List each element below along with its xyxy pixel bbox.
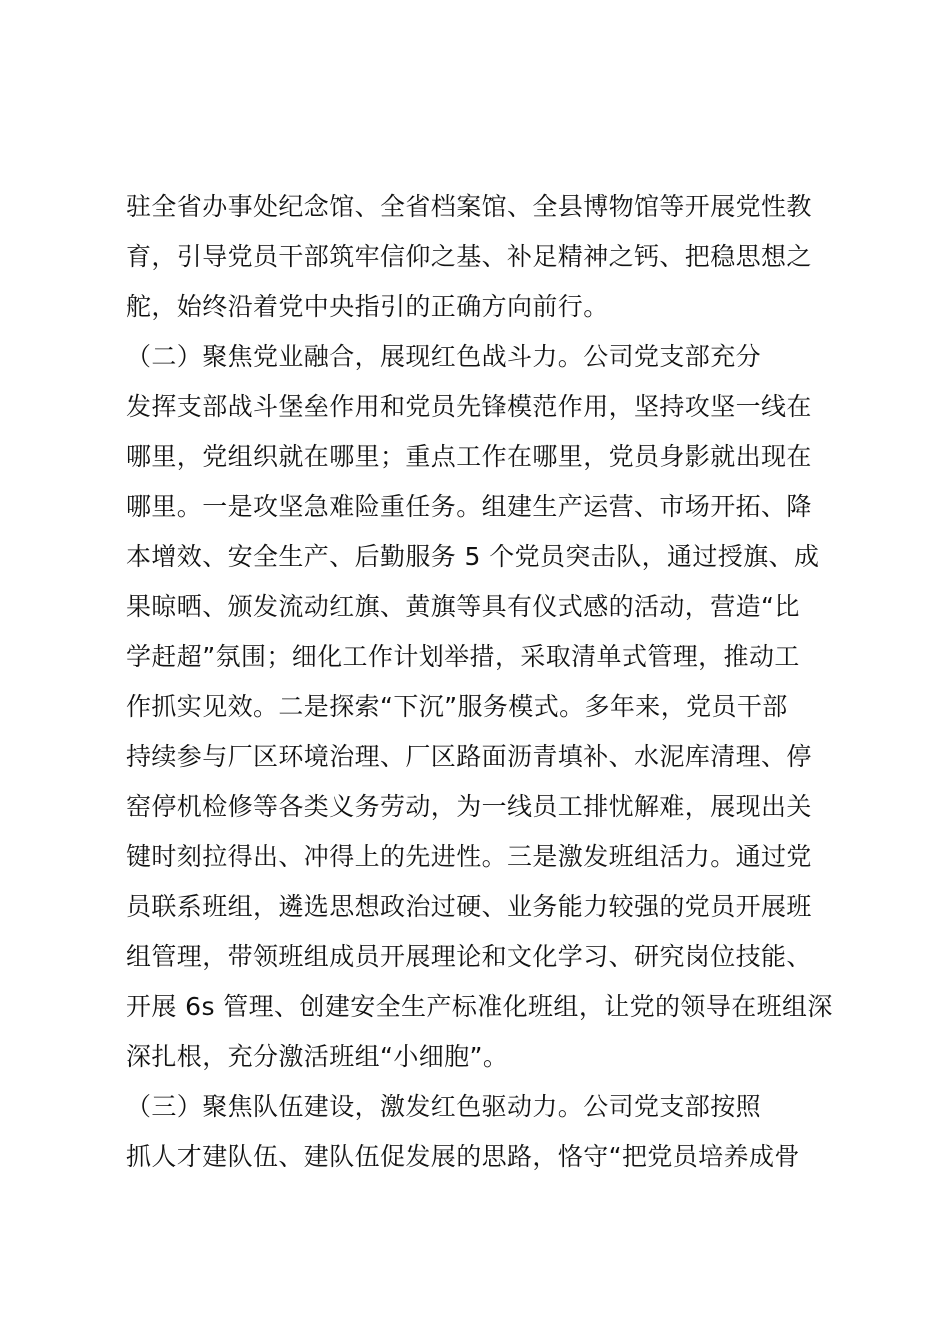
text-line: 键时刻拉得出、冲得上的先进性。三是激发班组活力。通过党	[126, 842, 812, 871]
text-line: 员联系班组，遴选思想政治过硬、业务能力较强的党员开展班	[126, 892, 812, 921]
text-line: 驻全省办事处纪念馆、全省档案馆、全县博物馆等开展党性教	[126, 192, 812, 221]
text-line: 组管理，带领班组成员开展理论和文化学习、研究岗位技能、	[126, 942, 812, 971]
text-line: 学赶超”氛围；细化工作计划举措，采取清单式管理，推动工	[126, 642, 800, 671]
body-text	[126, 182, 836, 1182]
paragraph-heading-line: （三）聚焦队伍建设，激发红色驱动力。公司党支部按照	[126, 1092, 762, 1121]
text-line: 发挥支部战斗堡垒作用和党员先锋模范作用，坚持攻坚一线在	[126, 392, 812, 421]
text-line: 窑停机检修等各类义务劳动，为一线员工排忧解难，展现出关	[126, 792, 812, 821]
text-line: 育，引导党员干部筑牢信仰之基、补足精神之钙、把稳思想之	[126, 242, 812, 271]
text-line: 本增效、安全生产、后勤服务 5 个党员突击队，通过授旗、成	[126, 542, 820, 571]
text-line: 抓人才建队伍、建队伍促发展的思路，恪守“把党员培养成骨	[126, 1142, 800, 1171]
text-line: 果晾晒、颁发流动红旗、黄旗等具有仪式感的活动，营造“比	[126, 592, 800, 621]
text-line: 开展 6s 管理、创建安全生产标准化班组，让党的领导在班组深	[126, 992, 833, 1021]
text-line: 舵，始终沿着党中央指引的正确方向前行。	[126, 292, 609, 321]
text-line: 哪里。一是攻坚急难险重任务。组建生产运营、市场开拓、降	[126, 492, 812, 521]
paragraph-heading-line: （二）聚焦党业融合，展现红色战斗力。公司党支部充分	[126, 342, 762, 371]
text-line: 哪里，党组织就在哪里；重点工作在哪里，党员身影就出现在	[126, 442, 812, 471]
text-line: 作抓实见效。二是探索“下沉”服务模式。多年来，党员干部	[126, 692, 788, 721]
text-line: 持续参与厂区环境治理、厂区路面沥青填补、水泥库清理、停	[126, 742, 812, 771]
text-line: 深扎根，充分激活班组“小细胞”。	[126, 1042, 509, 1071]
